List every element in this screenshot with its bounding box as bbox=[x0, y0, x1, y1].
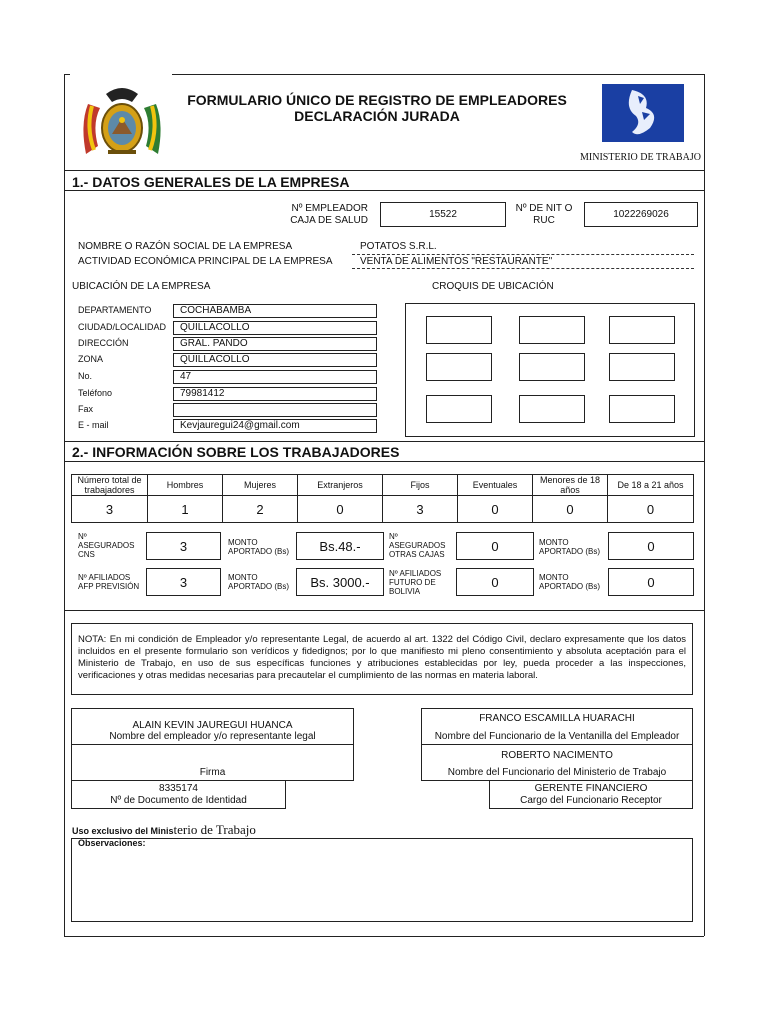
frame-left bbox=[64, 74, 65, 936]
sketch-block bbox=[519, 353, 585, 381]
sketch-block bbox=[609, 316, 675, 344]
location-title: UBICACIÓN DE LA EMPRESA bbox=[72, 281, 211, 292]
zone-field[interactable]: QUILLACOLLO bbox=[173, 353, 377, 367]
value-permanent[interactable]: 3 bbox=[382, 495, 458, 523]
value-women[interactable]: 2 bbox=[222, 495, 298, 523]
sketch-block bbox=[609, 395, 675, 423]
fax-label: Fax bbox=[78, 404, 94, 414]
value-18-to-21[interactable]: 0 bbox=[607, 495, 694, 523]
fax-field[interactable] bbox=[173, 403, 377, 417]
amount-cns-field[interactable]: Bs.48.- bbox=[296, 532, 384, 560]
value-total-workers[interactable]: 3 bbox=[71, 495, 148, 523]
phone-field[interactable]: 79981412 bbox=[173, 387, 377, 401]
value-under-18[interactable]: 0 bbox=[532, 495, 608, 523]
employer-name: ALAIN KEVIN JAUREGUI HUANCA bbox=[132, 720, 293, 731]
insured-cns-field[interactable]: 3 bbox=[146, 532, 221, 560]
header-temporary: Eventuales bbox=[457, 474, 533, 496]
phone-label: Teléfono bbox=[78, 388, 113, 398]
observations-box[interactable] bbox=[71, 838, 693, 922]
amount-afp-label: MONTO APORTADO (Bs) bbox=[228, 573, 290, 591]
nit-label-1: Nº DE NIT O bbox=[515, 203, 573, 214]
frame-top bbox=[172, 74, 704, 75]
nit-label-2: RUC bbox=[533, 215, 555, 226]
header-18-to-21: De 18 a 21 años bbox=[607, 474, 694, 496]
header-total-workers: Número total de trabajadores bbox=[71, 474, 148, 496]
zone-label: ZONA bbox=[78, 354, 104, 364]
address-field[interactable]: GRAL. PANDO bbox=[173, 337, 377, 351]
insured-cns-label: Nº ASEGURADOS CNS bbox=[78, 532, 135, 559]
signature-label: Firma bbox=[199, 767, 226, 778]
ministry-logo-icon bbox=[602, 84, 684, 142]
city-label: CIUDAD/LOCALIDAD bbox=[78, 322, 167, 332]
legal-note: NOTA: En mi condición de Empleador y/o representante Legal, de acuerdo al art. 1322 del Código Civil, declaro expresamente que los datos incluidos en el presente formulario son verídicos y fidedignos; por lo que manifiesto mi pleno consentimiento y absoluta aceptación para el Ministerio de Trabajo, en uso de sus específicas funciones y atribuciones establecidas por ley, pueda proceder a las inspecciones, verificaciones y otras medidas necesarias para precautelar el cumplimiento de las normas en materia laboral. bbox=[71, 623, 693, 695]
receiver-position: GERENTE FINANCIERO bbox=[534, 783, 648, 794]
company-name-line bbox=[352, 254, 694, 255]
activity-label: ACTIVIDAD ECONÓMICA PRINCIPAL DE LA EMPRESA bbox=[78, 256, 333, 267]
employer-name-label: Nombre del empleador y/o representante legal bbox=[109, 731, 316, 742]
insured-other-field[interactable]: 0 bbox=[456, 532, 534, 560]
activity-value[interactable]: VENTA DE ALIMENTOS "RESTAURANTE" bbox=[360, 256, 553, 267]
value-men[interactable]: 1 bbox=[147, 495, 223, 523]
value-temporary[interactable]: 0 bbox=[457, 495, 533, 523]
sketch-block bbox=[426, 316, 492, 344]
frame-right bbox=[704, 74, 705, 936]
header-foreigners: Extranjeros bbox=[297, 474, 383, 496]
form-title: FORMULARIO ÚNICO DE REGISTRO DE EMPLEADORES bbox=[187, 92, 567, 108]
section2-top-line bbox=[64, 441, 704, 442]
employer-no-label-1: Nº EMPLEADOR bbox=[291, 203, 368, 214]
city-field[interactable]: QUILLACOLLO bbox=[173, 321, 377, 335]
id-number: 8335174 bbox=[159, 783, 198, 794]
insured-other-label: Nº ASEGURADOS OTRAS CAJAS bbox=[389, 532, 446, 559]
header-under-18: Menores de 18 años bbox=[532, 474, 608, 496]
email-label: E - mail bbox=[78, 420, 109, 430]
section2-end-line bbox=[64, 610, 704, 611]
number-label: No. bbox=[78, 371, 93, 381]
amount-futuro-label: MONTO APORTADO (Bs) bbox=[539, 573, 601, 591]
ministry-officer-label: Nombre del Funcionario del Ministerio de Trabajo bbox=[447, 767, 667, 778]
section1-title: 1.- DATOS GENERALES DE LA EMPRESA bbox=[72, 174, 350, 190]
sketch-block bbox=[426, 395, 492, 423]
exclusive-use-label-part1: Uso exclusivo del Minis bbox=[72, 826, 174, 836]
section2-title: 2.- INFORMACIÓN SOBRE LOS TRABAJADORES bbox=[72, 444, 400, 460]
header-women: Mujeres bbox=[222, 474, 298, 496]
section2-bottom-line bbox=[64, 461, 704, 462]
nit-field[interactable]: 1022269026 bbox=[584, 202, 698, 227]
amount-futuro-field[interactable]: 0 bbox=[608, 568, 694, 596]
number-field[interactable]: 47 bbox=[173, 370, 377, 384]
afp-prevision-field[interactable]: 3 bbox=[146, 568, 221, 596]
id-label: Nº de Documento de Identidad bbox=[110, 795, 247, 806]
form-subtitle: DECLARACIÓN JURADA bbox=[294, 108, 460, 124]
email-field[interactable]: Kevjauregui24@gmail.com bbox=[173, 419, 377, 433]
afp-futuro-label: Nº AFILIADOS FUTURO DE BOLIVIA bbox=[389, 569, 442, 596]
department-field[interactable]: COCHABAMBA bbox=[173, 304, 377, 318]
header-men: Hombres bbox=[147, 474, 223, 496]
window-officer-label: Nombre del Funcionario de la Ventanilla del Empleador bbox=[434, 731, 680, 742]
section1-bottom-line bbox=[64, 190, 704, 191]
sketch-block bbox=[426, 353, 492, 381]
employer-no-label-2: CAJA DE SALUD bbox=[290, 215, 368, 226]
sketch-block bbox=[519, 316, 585, 344]
activity-line bbox=[352, 268, 694, 269]
window-officer-name: FRANCO ESCAMILLA HUARACHI bbox=[479, 713, 635, 724]
address-label: DIRECCIÓN bbox=[78, 338, 129, 348]
header-permanent: Fijos bbox=[382, 474, 458, 496]
exclusive-use-label bbox=[72, 821, 256, 839]
value-foreigners[interactable]: 0 bbox=[297, 495, 383, 523]
receiver-position-label: Cargo del Funcionario Receptor bbox=[520, 795, 662, 806]
amount-other-field[interactable]: 0 bbox=[608, 532, 694, 560]
sketch-title: CROQUIS DE UBICACIÓN bbox=[432, 281, 554, 292]
ministry-officer-name: ROBERTO NACIMENTO bbox=[501, 750, 613, 761]
coat-of-arms-icon bbox=[76, 84, 168, 160]
amount-afp-field[interactable]: Bs. 3000.- bbox=[296, 568, 384, 596]
frame-top-left bbox=[64, 74, 70, 75]
sketch-block bbox=[609, 353, 675, 381]
afp-prevision-label: Nº AFILIADOS AFP PREVISIÓN bbox=[78, 573, 140, 591]
section1-top-line bbox=[64, 170, 704, 171]
amount-other-label: MONTO APORTADO (Bs) bbox=[539, 538, 601, 556]
exclusive-use-label-part2: terio de Trabajo bbox=[173, 822, 256, 837]
frame-bottom bbox=[64, 936, 704, 937]
amount-cns-label: MONTO APORTADO (Bs) bbox=[228, 538, 290, 556]
department-label: DEPARTAMENTO bbox=[78, 305, 152, 315]
observations-label: Observaciones: bbox=[78, 838, 146, 848]
company-name-label: NOMBRE O RAZÓN SOCIAL DE LA EMPRESA bbox=[78, 241, 293, 252]
ministry-name: MINISTERIO DE TRABAJO bbox=[580, 152, 701, 163]
sketch-block bbox=[519, 395, 585, 423]
afp-futuro-field[interactable]: 0 bbox=[456, 568, 534, 596]
employer-no-field[interactable]: 15522 bbox=[380, 202, 506, 227]
company-name-value[interactable]: POTATOS S.R.L. bbox=[360, 241, 437, 252]
